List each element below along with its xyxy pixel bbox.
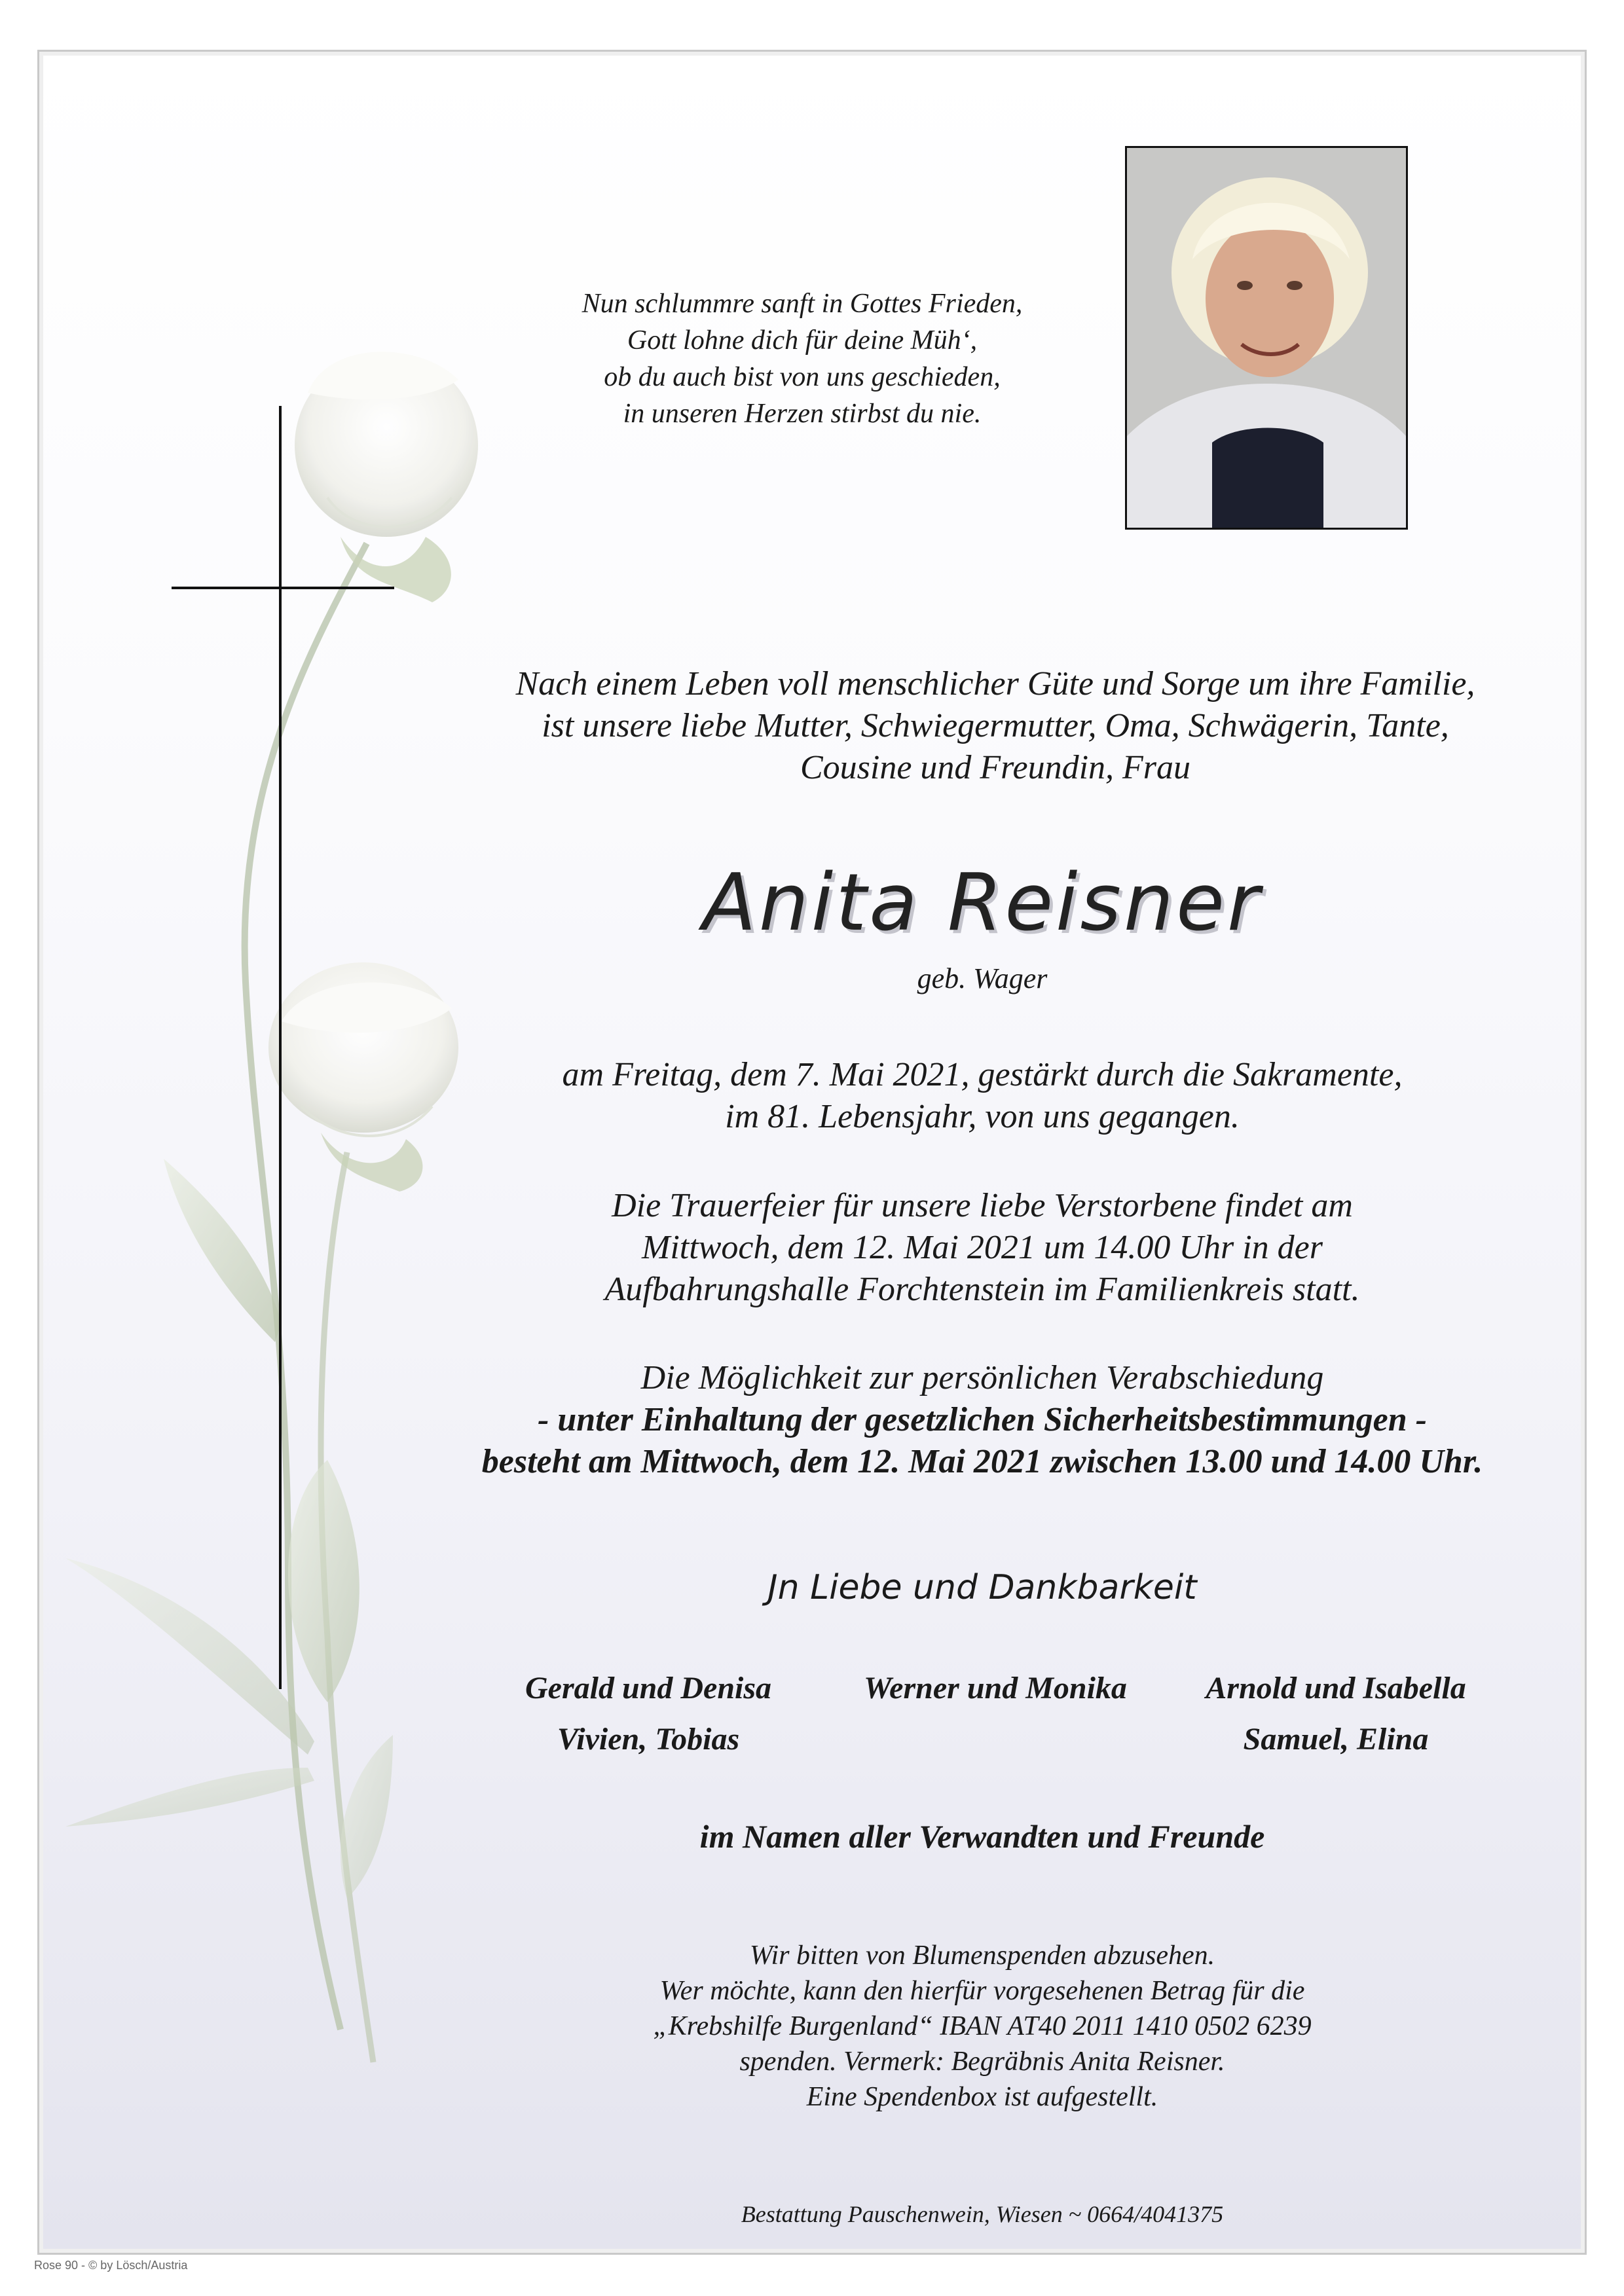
family-group bbox=[485, 1663, 812, 1765]
poem-line: in unseren Herzen stirbst du nie. bbox=[623, 399, 982, 429]
closing-line: im Namen aller Verwandten und Freunde bbox=[699, 1818, 1265, 1855]
family-group bbox=[812, 1663, 1179, 1714]
funeral-line: Mittwoch, dem 12. Mai 2021 um 14.00 Uhr in der bbox=[642, 1229, 1323, 1266]
death-line: am Freitag, dem 7. Mai 2021, gestärkt durch die Sakramente, bbox=[562, 1056, 1403, 1093]
family-names: Arnold und Isabella bbox=[1206, 1671, 1466, 1705]
family-names: Gerald und Denisa bbox=[525, 1671, 772, 1705]
maiden-name: geb. Wager bbox=[917, 962, 1048, 994]
rose-upper bbox=[295, 352, 478, 602]
poem bbox=[458, 285, 1146, 432]
family-children: Samuel, Elina bbox=[1243, 1722, 1429, 1757]
poem-line: Gott lohne dich für deine Müh‘, bbox=[627, 325, 978, 355]
donation-line: Wer möchte, kann den hierfür vorgesehenen Betrag für die bbox=[659, 1976, 1305, 2006]
leaf-2 bbox=[288, 1460, 360, 1702]
intro-line: ist unsere liebe Mutter, Schwiegermutter, Oma, Schwägerin, Tante, bbox=[542, 707, 1449, 744]
family-group bbox=[1166, 1663, 1506, 1765]
donation-notice bbox=[524, 1938, 1441, 2115]
farewell-line-bold: - unter Einhaltung der gesetzlichen Sicherheitsbestimmungen - bbox=[538, 1401, 1427, 1438]
poem-line: Nun schlummre sanft in Gottes Frieden, bbox=[581, 289, 1023, 319]
farewell-line-bold: besteht am Mittwoch, dem 12. Mai 2021 zwischen 13.00 und 14.00 Uhr. bbox=[481, 1443, 1483, 1480]
leaf-5 bbox=[341, 1735, 393, 1899]
death-line: im 81. Lebensjahr, von uns gegangen. bbox=[725, 1098, 1240, 1135]
portrait-photo bbox=[1125, 146, 1408, 530]
donation-line: Eine Spendenbox ist aufgestellt. bbox=[806, 2082, 1158, 2112]
intro-line: Cousine und Freundin, Frau bbox=[800, 749, 1191, 786]
donation-line: „Krebshilfe Burgenland“ IBAN AT40 2011 1410 0502 6239 bbox=[653, 2011, 1312, 2041]
donation-line: Wir bitten von Blumenspenden abzusehen. bbox=[749, 1941, 1215, 1971]
intro-line: Nach einem Leben voll menschlicher Güte und Sorge um ihre Familie, bbox=[515, 665, 1475, 702]
funeral-line: Aufbahrungshalle Forchtenstein im Familienkreis statt. bbox=[604, 1271, 1360, 1308]
funeral-info bbox=[458, 1185, 1506, 1311]
death-notice bbox=[458, 1054, 1506, 1138]
farewell-line: Die Möglichkeit zur persönlichen Verabschiedung bbox=[640, 1359, 1324, 1396]
rose-lower bbox=[268, 962, 458, 1192]
deceased-name: Anita Reisner bbox=[702, 858, 1263, 949]
intro-text bbox=[419, 663, 1572, 789]
portrait-image bbox=[1127, 148, 1406, 528]
funeral-line: Die Trauerfeier für unsere liebe Verstorbene findet am bbox=[612, 1187, 1353, 1224]
design-credit: Rose 90 - © by Lösch/Austria bbox=[34, 2259, 188, 2272]
family-names: Werner und Monika bbox=[864, 1671, 1127, 1705]
love-and-gratitude: Jn Liebe und Dankbarkeit bbox=[767, 1568, 1197, 1607]
farewell-info bbox=[367, 1357, 1598, 1483]
leaf-3 bbox=[65, 1558, 314, 1755]
family-children: Vivien, Tobias bbox=[557, 1722, 740, 1757]
leaf-4 bbox=[65, 1768, 314, 1827]
poem-line: ob du auch bist von uns geschieden, bbox=[604, 362, 1001, 392]
undertaker-contact: Bestattung Pauschenwein, Wiesen ~ 0664/4041375 bbox=[741, 2201, 1224, 2227]
donation-line: spenden. Vermerk: Begräbnis Anita Reisner. bbox=[739, 2047, 1225, 2077]
